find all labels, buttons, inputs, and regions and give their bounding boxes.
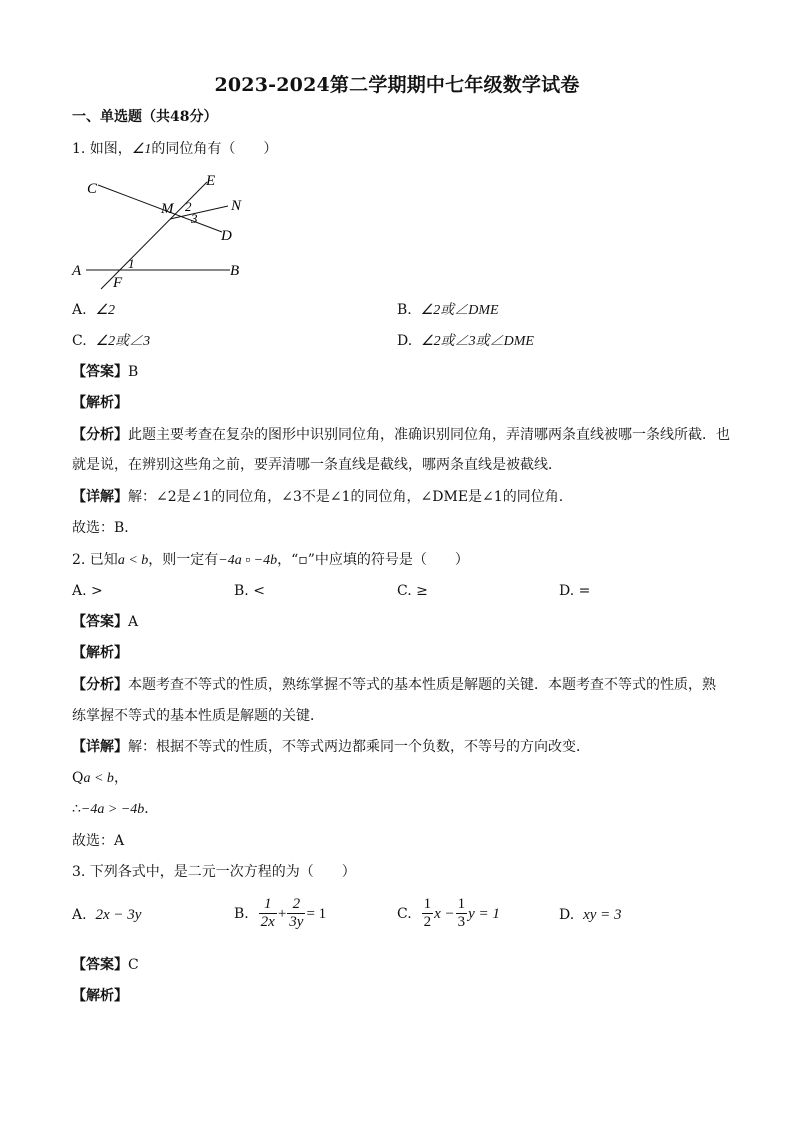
q1-detail-text: 解：∠2是∠1的同位角，∠3不是∠1的同位角，∠DME是∠1的同位角.	[128, 489, 564, 505]
q2-step2	[72, 800, 158, 819]
q2-step2-end: ．	[144, 801, 159, 817]
q2-stem-mid: ，则一定有	[148, 552, 219, 568]
q1-choice: 故选：B．	[72, 520, 139, 536]
label-c: C	[87, 181, 98, 197]
q3-c-frac1	[422, 896, 434, 931]
q3-answer-value: C	[128, 957, 139, 973]
q3-c-frac2	[456, 896, 468, 931]
q3-option-b-expr	[258, 896, 327, 931]
q3-option-b-label: B.	[234, 905, 249, 922]
q1-stem-post: 的同位角有（ ）	[151, 141, 278, 157]
q3-c-num2: 1	[457, 896, 466, 912]
q2-step2-expr: −4a > −4b	[80, 802, 145, 817]
q1-fenxi-line2: 就是说，在辨别这些角之前，要弄清哪一条直线是截线，哪两条直线是被截线．	[72, 457, 562, 473]
q2-detail-text: 解：根据不等式的性质，不等式两边都乘同一个负数，不等号的方向改变．	[128, 739, 590, 755]
q3-b-frac1	[259, 896, 277, 931]
label-e: E	[206, 173, 216, 189]
q3-b-den2: 3y	[289, 914, 304, 930]
q3-b-num2: 2	[287, 896, 305, 914]
q2-option-b: B. <	[234, 583, 265, 599]
q2-step1-end: ，	[113, 770, 128, 786]
q3-option-d-label: D.	[559, 907, 575, 923]
q2-step2-symbol: ∴	[72, 801, 81, 817]
q3-c-rhs: y = 1	[468, 905, 500, 922]
section-heading: 一、单选题（共48分）	[72, 109, 218, 125]
q3-answer-tag: 【答案】	[72, 957, 128, 973]
label-1: 1	[128, 256, 135, 271]
q3-b-plus: +	[277, 905, 287, 922]
q3-b-rhs: = 1	[306, 905, 327, 922]
q3-b-num1: 1	[259, 896, 277, 914]
q2-choice: 故选：A	[72, 833, 125, 849]
label-n: N	[231, 198, 242, 214]
label-d: D	[221, 228, 232, 244]
q1-fenxi-line1	[72, 426, 730, 444]
q3-option-d-expr: xy = 3	[583, 907, 622, 923]
q1-answer	[72, 363, 138, 381]
q1-option-c-label: C.	[72, 333, 87, 349]
q2-fenxi-text1: 本题考查不等式的性质，熟练掌握不等式的基本性质是解题的关键．本题考查不等式的性质，熟	[128, 677, 716, 693]
q1-stem	[72, 140, 277, 159]
q2-option-d: D. =	[559, 583, 591, 599]
q2-condition: a < b	[117, 553, 149, 568]
q2-stem	[72, 551, 469, 570]
q1-option-b-label: B.	[397, 302, 412, 318]
q1-option-b	[397, 301, 499, 320]
label-a: A	[72, 263, 82, 279]
q3-option-a-expr: 2x − 3y	[95, 907, 142, 923]
q1-option-c	[72, 332, 150, 351]
q2-detail-tag: 【详解】	[72, 739, 128, 755]
q2-step1-symbol: Q	[72, 770, 84, 786]
line-mn	[170, 206, 228, 219]
q2-answer-tag: 【答案】	[72, 614, 128, 630]
q3-option-c	[397, 896, 500, 931]
q1-option-b-text: ∠2或∠DME	[420, 303, 499, 318]
q3-c-num1: 1	[423, 896, 432, 912]
q1-fenxi-text1: 此题主要考查在复杂的图形中识别同位角，准确识别同位角，弄清哪两条直线被哪一条线所截．也	[128, 427, 730, 443]
q1-detail	[72, 488, 563, 506]
q3-analysis-tag: 【解析】	[72, 988, 128, 1004]
q2-analysis-tag: 【解析】	[72, 645, 128, 661]
q3-option-c-expr	[421, 896, 500, 931]
q2-stem-post: ，“▫”中应填的符号是（ ）	[277, 552, 469, 568]
q1-option-a-label: A.	[72, 302, 87, 318]
q1-option-a-text: ∠2	[95, 303, 116, 318]
label-b: B	[230, 263, 240, 279]
q2-option-a: A. >	[72, 583, 103, 599]
q2-answer-value: A	[128, 614, 139, 630]
label-3: 3	[191, 211, 198, 226]
line-cd	[98, 185, 222, 232]
q1-detail-tag: 【详解】	[72, 489, 128, 505]
q3-b-den1: 2x	[260, 914, 275, 930]
q1-stem-pre: 1. 如图，	[72, 141, 132, 157]
q1-answer-tag: 【答案】	[72, 364, 128, 380]
q1-option-d-label: D.	[397, 333, 413, 349]
q3-stem: 3. 下列各式中，是二元一次方程的为（ ）	[72, 864, 356, 880]
q3-b-frac2	[287, 896, 305, 931]
page-title: 2023-2024第二学期期中七年级数学试卷	[214, 74, 580, 96]
q1-option-d-text: ∠2或∠3或∠DME	[421, 334, 534, 349]
q3-option-c-label: C.	[397, 905, 412, 922]
q1-option-a	[72, 301, 115, 320]
q3-option-a	[72, 906, 141, 924]
q2-fenxi-tag: 【分析】	[72, 677, 128, 693]
q3-option-d	[559, 906, 622, 924]
label-m: M	[161, 201, 174, 217]
q2-detail	[72, 738, 590, 756]
q3-c-x: x −	[434, 905, 455, 922]
q1-figure	[70, 168, 260, 293]
q2-step1	[72, 769, 128, 788]
q1-answer-value: B	[128, 364, 139, 380]
q2-answer	[72, 613, 138, 631]
q2-stem-pre: 2. 已知	[72, 552, 118, 568]
q2-option-c: C. ≥	[397, 583, 428, 599]
q1-option-d	[397, 332, 534, 351]
label-2: 2	[185, 199, 192, 214]
q1-fenxi-tag: 【分析】	[72, 427, 128, 443]
q2-fenxi-line2: 练掌握不等式的基本性质是解题的关键．	[72, 708, 324, 724]
q2-expression: −4a ▫ −4b	[218, 553, 278, 568]
q2-fenxi-line1	[72, 676, 716, 694]
label-f: F	[113, 275, 123, 291]
q3-c-den1: 2	[423, 914, 432, 930]
q1-angle: ∠1	[131, 142, 152, 157]
q3-option-b	[234, 896, 326, 931]
q3-c-den2: 3	[457, 914, 466, 930]
q1-analysis-tag: 【解析】	[72, 395, 128, 411]
q3-option-a-label: A.	[72, 907, 87, 923]
q2-step1-expr: a < b	[83, 771, 114, 786]
q1-option-c-text: ∠2或∠3	[95, 334, 151, 349]
q3-answer	[72, 956, 139, 974]
